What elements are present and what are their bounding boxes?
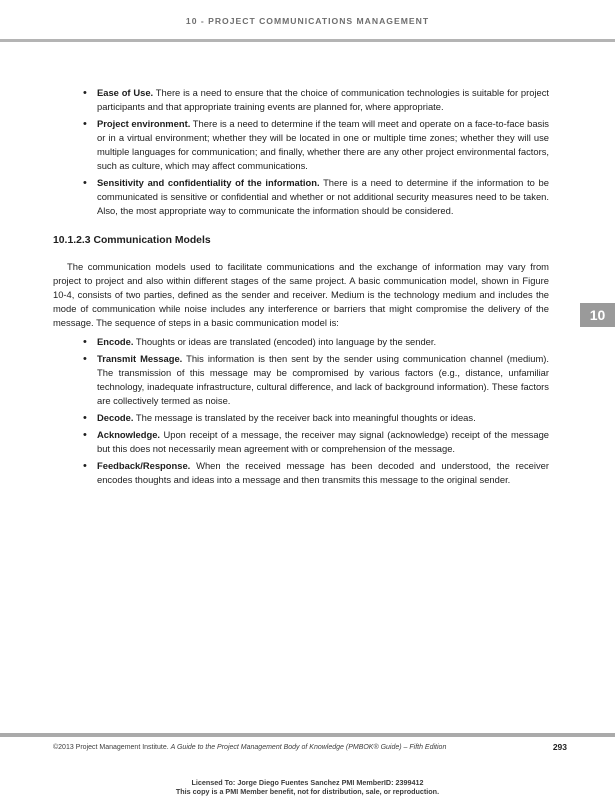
book-title: A Guide to the Project Management Body of Knowledge (PMBOK® Guide) – Fifth Edition (170, 744, 447, 751)
list-item (53, 428, 549, 456)
list-item (53, 459, 549, 487)
item-text: There is a need to ensure that the choice of communication technologies is suitable for project participants and that appropriate training events are planned for, where appropriate. (97, 87, 550, 112)
running-header: 10 - PROJECT COMMUNICATIONS MANAGEMENT (185, 16, 430, 26)
item-term: Sensitivity and confidentiality of the information. (97, 177, 320, 188)
copyright-text: ©2013 Project Management Institute. (53, 744, 171, 751)
license-notice (0, 779, 615, 796)
item-term: Acknowledge. (97, 429, 161, 440)
license-line-2: This copy is a PMI Member benefit, not for distribution, sale, or reproduction. (175, 786, 440, 796)
list-item (53, 117, 549, 173)
body-paragraph: The communication models used to facilitate communications and the exchange of information may vary from project to project and also within different stages of the same project. A basic communication model, shown in Figure 10-4, consists of two parties, defined as the sender and receiver. Medium is the technology medium and includes the mode of communication while noise includes any interference or barriers that might compromise the delivery of the message. The sequence of steps in a basic communication model is: (53, 261, 549, 328)
footer-citation (53, 744, 446, 751)
item-text: The message is translated by the receiver back into meaningful thoughts or ideas. (133, 412, 476, 423)
item-term: Encode. (97, 336, 134, 347)
item-term: Feedback/Response. (97, 460, 191, 471)
item-text: There is a need to determine if the information to be communicated is sensitive or confidential and whether or not additional security measures need to be taken. Also, the most appropriate way to communicate the information should be considered. (97, 177, 549, 216)
item-text: There is a need to determine if the team will meet and operate on a face-to-face basis or in a virtual environment; whether they will be located in one or multiple time zones; whether they will use multiple languages for communication; and finally, whether there are any other project environmental factors, such as culture, which may affect communications. (97, 118, 549, 171)
page-body (53, 86, 549, 490)
item-text: This information is then sent by the sender using communication channel (medium). The transmission of this message may be compromised by various factors (e.g., distance, unfamiliar technology, inadequate infrastructure, cultural difference, and lack of background information). These factors are collectively termed as noise. (97, 353, 549, 406)
section-heading: 10.1.2.3 Communication Models (53, 235, 211, 246)
item-text: Upon receipt of a message, the receiver may signal (acknowledge) receipt of the message but this does not necessarily mean agreement with or comprehension of the message. (97, 429, 549, 454)
item-term: Project environment. (97, 118, 191, 129)
steps-list (53, 335, 549, 487)
list-item (53, 411, 549, 425)
list-item (53, 176, 549, 218)
item-term: Decode. (97, 412, 134, 423)
item-term: Transmit Message. (97, 353, 183, 364)
header-rule (0, 39, 615, 42)
footer-rule (0, 733, 615, 737)
item-text: When the received message has been decoded and understood, the receiver encodes thoughts and ideas into a message and then transmits this message to the original sender. (97, 460, 549, 485)
list-item (53, 86, 549, 114)
factor-list (53, 86, 549, 218)
item-term: Ease of Use. (97, 87, 154, 98)
chapter-tab: 10 (580, 303, 615, 327)
license-line-1: Licensed To: Jorge Diego Fuentes Sanchez PMI MemberID: 2399412 (191, 778, 424, 787)
list-item (53, 335, 549, 349)
list-item (53, 352, 549, 408)
page-number: 293 (552, 742, 567, 752)
item-text: Thoughts or ideas are translated (encoded) into language by the sender. (133, 336, 437, 347)
